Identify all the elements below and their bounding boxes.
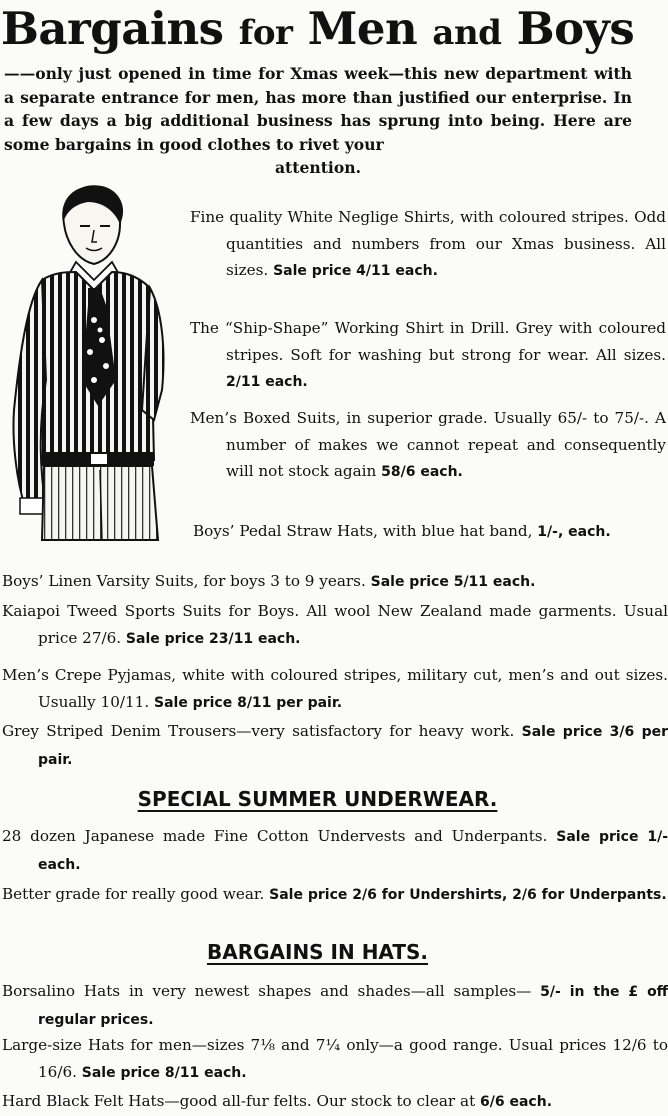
item-linen-varsity-suits [2,568,668,596]
item-desc: Large-size Hats for men—sizes 7⅛ and 7¼ only—a good range. Usual prices 12/6 to 16/6. [2,1036,668,1081]
item-large-size-hats [2,1032,668,1086]
section-title-underwear: SPECIAL SUMMER UNDERWEAR. [137,787,498,811]
headline [0,0,635,62]
headline-word-3: Men [307,2,418,55]
item-desc: The “Ship-Shape” Working Shirt in Drill. Grey with coloured stripes. Soft for washing but strong for wear. All sizes. [190,319,666,364]
headline-word-2: for [238,13,293,53]
item-better-grade-underwear [2,881,668,909]
item-price: Sale price 4/11 each. [273,263,438,279]
item-desc: Boys’ Linen Varsity Suits, for boys 3 to 9 years. [2,572,366,590]
item-price: 58/6 each. [381,464,463,480]
intro-last-line: attention. [274,158,362,177]
item-ship-shape-shirt [190,315,666,396]
section-title-hats: BARGAINS IN HATS. [206,940,428,964]
item-price: 1/-, each. [537,524,611,540]
intro-paragraph [4,62,632,180]
item-crepe-pyjamas [2,662,668,716]
item-desc: Men’s Crepe Pyjamas, white with coloured stripes, military cut, men’s and out sizes. Usually 10/11. [2,666,668,711]
item-price: 6/6 each. [480,1094,553,1110]
item-boxed-suits [190,405,666,486]
item-desc: Fine quality White Neglige Shirts, with coloured stripes. Odd quantities and numbers from our Xmas business. All sizes. [190,208,666,279]
item-pedal-straw-hats [193,518,666,546]
item-price: Sale price 5/11 each. [370,574,536,590]
item-kaiapoi-tweed-suits [2,598,668,652]
item-desc: Better grade for really good wear. [2,885,265,903]
item-price: 2/11 each. [226,374,308,390]
item-price: Sale price 8/11 per pair. [153,694,343,711]
item-white-neglige-shirts [190,204,666,285]
headline-word-5: Boys [516,2,635,55]
item-price: Sale price 1/- each. [38,829,668,873]
item-price: 5/- in the £ off regular prices. [38,984,668,1028]
item-desc: Borsalino Hats in very newest shapes and shades—all samples— [2,982,532,1000]
intro-text: ——only just opened in time for Xmas week—this new department with a separate entrance for men, has more than justified our enterprise. In a few days a big additional business has sprung into being. Here are some bargains in good clothes to rivet your [4,64,632,154]
item-borsalino-hats [2,978,668,1033]
headline-word-4: and [432,13,502,53]
item-japanese-undervests [2,823,668,878]
item-desc: Hard Black Felt Hats—good all-fur felts. Our stock to clear at [2,1092,476,1110]
item-price: Sale price 23/11 each. [125,630,301,647]
item-denim-trousers [2,718,668,773]
item-price: Sale price 3/6 per pair. [38,724,668,768]
man-in-striped-shirt-illustration [2,180,186,540]
item-price: Sale price 8/11 each. [81,1064,247,1081]
item-desc: 28 dozen Japanese made Fine Cotton Undervests and Underpants. [2,827,548,845]
item-desc: Men’s Boxed Suits, in superior grade. Usually 65/- to 75/-. A number of makes we cannot repeat and consequently will not stock again [190,409,666,480]
item-desc: Kaiapoi Tweed Sports Suits for Boys. All wool New Zealand made garments. Usual price 27/6. [2,602,668,647]
item-price: Sale price 2/6 for Undershirts, 2/6 for Underpants. [269,887,667,903]
item-desc: Grey Striped Denim Trousers—very satisfactory for heavy work. [2,722,515,740]
item-desc: Boys’ Pedal Straw Hats, with blue hat band, [193,522,533,540]
headline-word-1: Bargains [0,2,224,55]
item-hard-black-felt-hats [2,1088,668,1116]
